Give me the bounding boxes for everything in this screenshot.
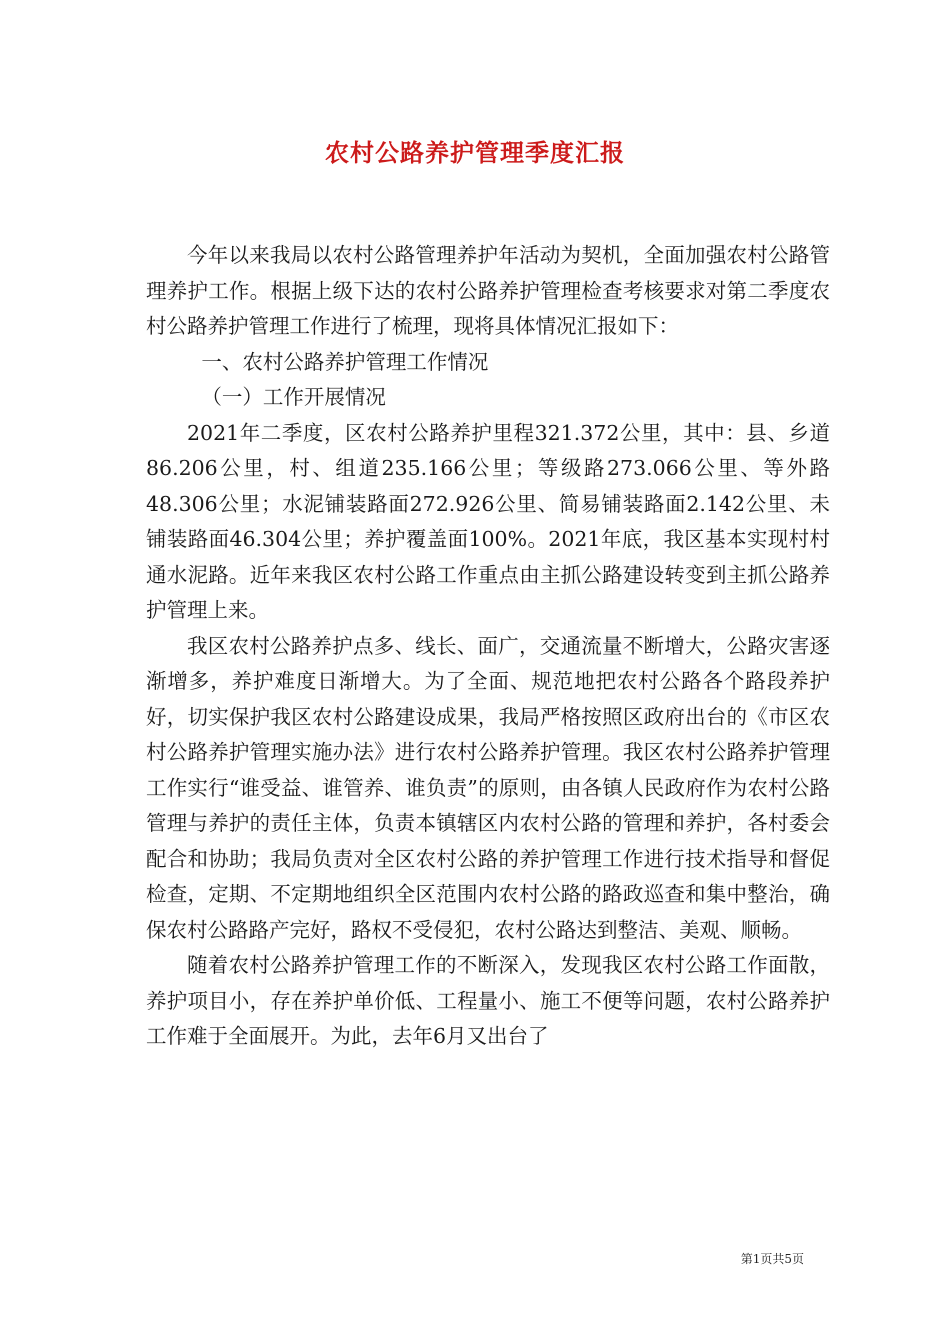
paragraph-intro: 今年以来我局以农村公路管理养护年活动为契机，全面加强农村公路管理养护工作。根据上级下达的农村公路养护管理检查考核要求对第二季度农村公路养护管理工作进行了梳理，现将具体情况汇报如下： bbox=[146, 243, 830, 338]
section-heading: 一、农村公路养护管理工作情况 bbox=[201, 349, 489, 374]
paragraph-management: 我区农村公路养护点多、线长、面广，交通流量不断增大，公路灾害逐渐增多，养护难度日渐增大。为了全面、规范地把农村公路各个路段养护好，切实保护我区农村公路建设成果，我局严格按照区政府出台的《市区农村公路养护管理实施办法》进行农村公路养护管理。我区农村公路养护管理工作实行“谁受益、谁管养、谁负责”的原则，由各镇人民政府作为农村公路管理与养护的责任主体，负责本镇辖区内农村公路的管理和养护，各村委会配合和协助；我局负责对全区农村公路的养护管理工作进行技术指导和督促检查，定期、不定期地组织全区范围内农村公路的路政巡查和集中整治，确保农村公路路产完好，路权不受侵犯，农村公路达到整洁、美观、顺畅。 bbox=[146, 633, 830, 942]
paragraph-issues: 随着农村公路养护管理工作的不断深入，发现我区农村公路工作面散，养护项目小，存在养护单价低、工程量小、施工不便等问题，农村公路养护工作难于全面展开。为此，去年6月又出台了 bbox=[146, 953, 830, 1048]
paragraph-statistics: 2021年二季度，区农村公路养护里程321.372公里，其中：县、乡道86.206公里，村、组道235.166公里；等级路273.066公里、等外路48.306公里；水泥铺装路面272.926公里、简易铺装路面2.142公里、未铺装路面46.304公里；养护覆盖面100%。2021年底，我区基本实现村村通水泥路。近年来我区农村公路工作重点由主抓公路建设转变到主抓公路养护管理上来。 bbox=[146, 420, 830, 622]
subsection-heading: （一）工作开展情况 bbox=[201, 385, 386, 409]
page-number: 第1页共5页 bbox=[740, 1252, 804, 1266]
document-title: 农村公路养护管理季度汇报 bbox=[325, 139, 625, 167]
document-body bbox=[146, 238, 830, 1055]
